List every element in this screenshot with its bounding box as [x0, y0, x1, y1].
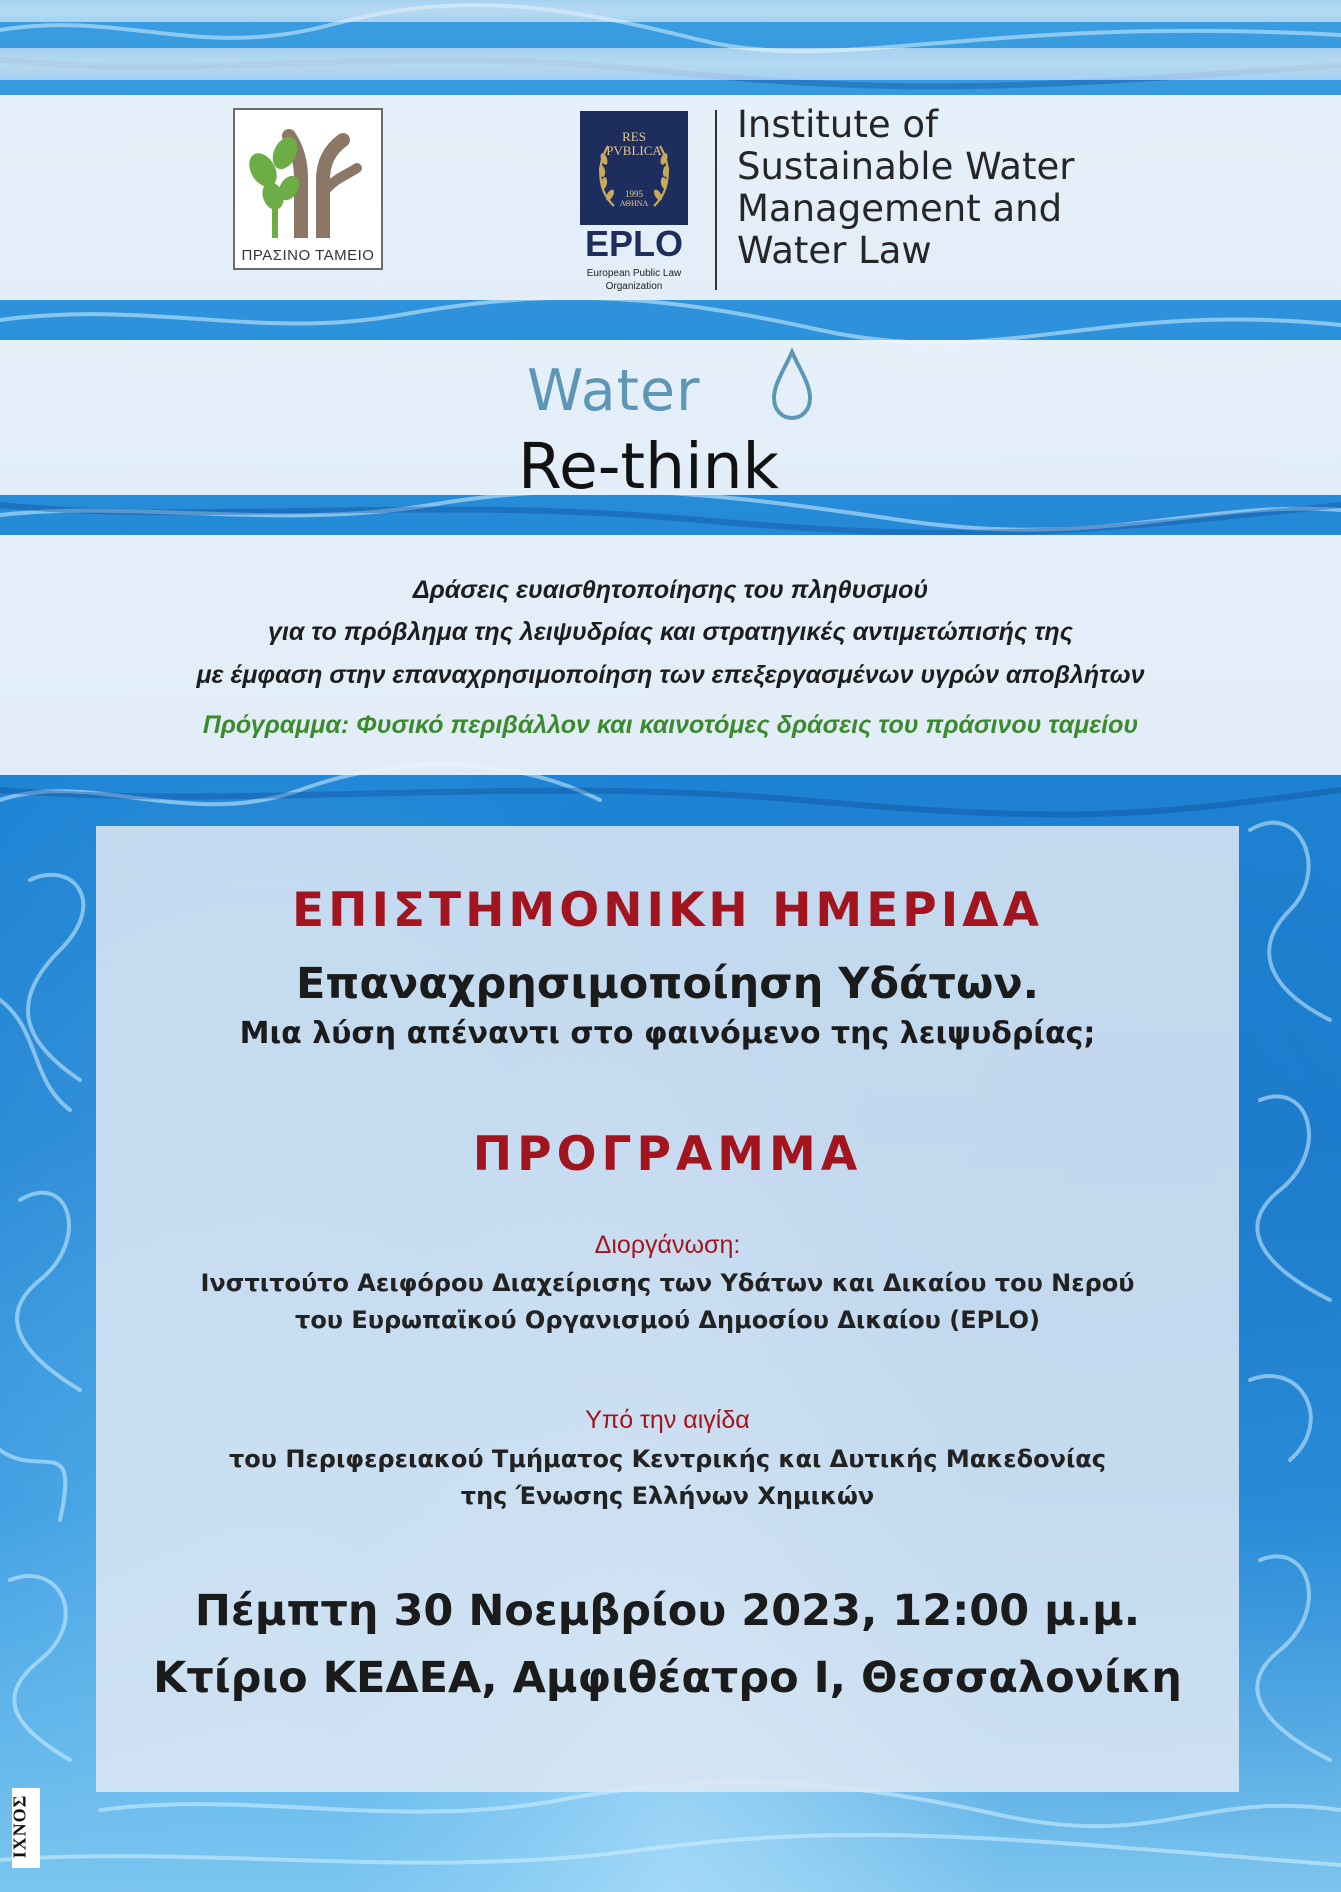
eplo-logo [580, 111, 688, 291]
institute-line: Water Law [737, 229, 932, 272]
water-drop-icon [770, 348, 814, 422]
emblem-year: 1995 [625, 189, 643, 199]
top-light-stripe [0, 48, 1341, 80]
event-subtitle: Μια λύση απέναντι στο φαινόμενο της λειψυδρίας; [239, 1016, 1096, 1051]
tree-logo-icon [245, 118, 371, 238]
campaign-line: με έμφαση στην επαναχρησιμοποίηση των επεξεργασμένων υγρών αποβλήτων [196, 661, 1145, 689]
organisation-label: Διοργάνωση: [594, 1231, 741, 1259]
emblem-city: ΑΘΗΝΑ [619, 199, 649, 208]
institute-line: Management and [737, 187, 1063, 230]
programme-line: Πρόγραμμα: Φυσικό περιβάλλον και καινοτόμες δράσεις του πράσινου ταμείου [202, 711, 1139, 739]
aegis-line: της Ένωσης Ελλήνων Χημικών [460, 1482, 875, 1510]
institute-name [737, 104, 1074, 272]
campaign-line: για το πρόβλημα της λειψυδρίας και στρατηγικές αντιμετώπισής της [268, 618, 1073, 646]
event-info-box [96, 826, 1239, 1792]
top-light-stripe [0, 0, 1341, 22]
eplo-wordmark: EPLO [584, 223, 683, 264]
prasino-tameio-logo [233, 108, 383, 270]
emblem-text: PVBLICA [606, 143, 662, 158]
printer-name: ΙΧΝΟΣ [9, 1794, 30, 1859]
logo-divider [715, 110, 717, 290]
institute-line: Institute of [737, 103, 939, 146]
printer-logo [9, 1788, 40, 1868]
event-location: Κτίριο ΚΕΔΕΑ, Αμφιθέατρο Ι, Θεσσαλονίκη [153, 1653, 1182, 1703]
aegis-line: του Περιφερειακού Τμήματος Κεντρικής και Δυτικής Μακεδονίας [228, 1445, 1107, 1473]
water-rethink-water: Water [527, 358, 701, 424]
campaign-line: Δράσεις ευαισθητοποίησης του πληθυσμού [412, 576, 929, 604]
eplo-emblem [580, 111, 688, 225]
event-date: Πέμπτη 30 Νοεμβρίου 2023, 12:00 μ.μ. [194, 1586, 1141, 1636]
programme-heading: ΠΡΟΓΡΑΜΜΑ [472, 1127, 863, 1182]
aegis-label: Υπό την αιγίδα [585, 1406, 750, 1434]
water-rethink-rethink: Re-think [518, 430, 779, 503]
eplo-subtitle: European Public Law [586, 268, 682, 279]
event-type-heading: ΕΠΙΣΤΗΜΟΝΙΚΗ ΗΜΕΡΙΔΑ [292, 883, 1043, 938]
organisation-line: Ινστιτούτο Αειφόρου Διαχείρισης των Υδάτων και Δικαίου του Νερού [200, 1269, 1135, 1297]
event-title: Επαναχρησιμοποίηση Υδάτων. [296, 959, 1039, 1009]
eplo-subtitle: Organization [605, 281, 663, 292]
organisation-line: του Ευρωπαϊκού Οργανισμού Δημοσίου Δικαίου (EPLO) [295, 1306, 1040, 1334]
institute-line: Sustainable Water [737, 145, 1075, 188]
prasino-tameio-label: ΠΡΑΣΙΝΟ ΤΑΜΕΙΟ [241, 247, 375, 264]
emblem-text: RES [622, 129, 646, 144]
